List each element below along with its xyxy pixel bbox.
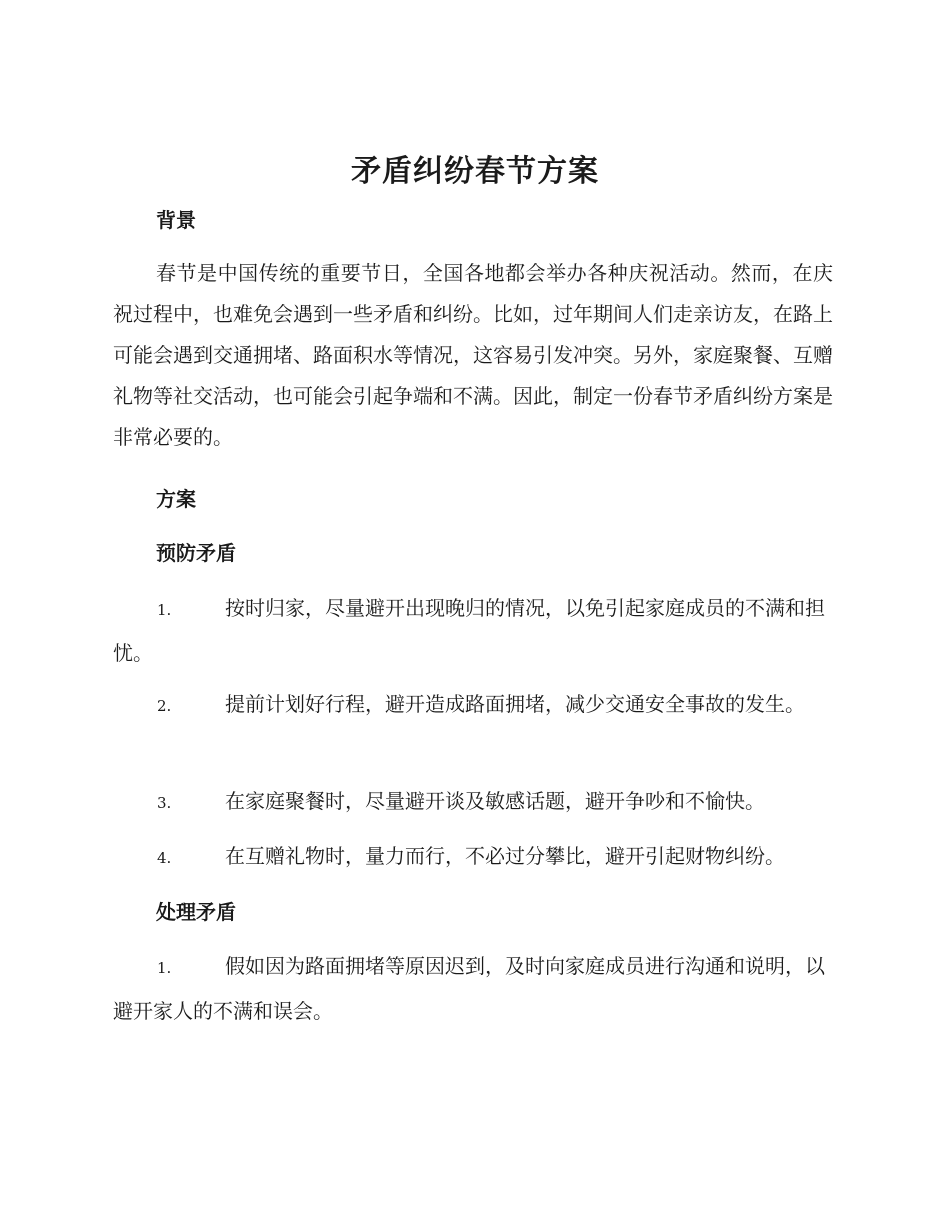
section-heading-handle: 处理矛盾 (156, 900, 236, 924)
list-item (113, 683, 833, 728)
list-item (113, 780, 833, 825)
list-item-number: 1. (157, 959, 172, 977)
list-item-text: 假如因为路面拥堵等原因迟到，及时向家庭成员进行沟通和说明，以避开家人的不满和误会。 (113, 954, 825, 1023)
background-paragraph: 春节是中国传统的重要节日，全国各地都会举办各种庆祝活动。然而，在庆祝过程中，也难免会遇到一些矛盾和纠纷。比如，过年期间人们走亲访友，在路上可能会遇到交通拥堵、路面积水等情况，这容易引发冲突。另外，家庭聚餐、互赠礼物等社交活动，也可能会引起争端和不满。因此，制定一份春节矛盾纠纷方案是非常必要的。 (113, 261, 833, 449)
list-item-text: 在互赠礼物时，量力而行，不必过分攀比，避开引起财物纠纷。 (225, 844, 785, 868)
list-item-text: 提前计划好行程，避开造成路面拥堵，减少交通安全事故的发生。 (225, 692, 805, 716)
list-item-number: 1. (157, 601, 172, 619)
section-heading-background: 背景 (156, 208, 196, 232)
document-title: 矛盾纠纷春节方案 (351, 154, 599, 189)
list-item-number: 2. (157, 697, 172, 715)
list-item-text: 在家庭聚餐时，尽量避开谈及敏感话题，避开争吵和不愉快。 (225, 789, 765, 813)
section-heading-prevent: 预防矛盾 (156, 541, 236, 565)
list-item (113, 945, 833, 1033)
list-item (113, 587, 833, 675)
list-item-text: 按时归家，尽量避开出现晚归的情况，以免引起家庭成员的不满和担忧。 (113, 596, 825, 665)
list-item-number: 4. (157, 849, 172, 867)
list-item-number: 3. (157, 794, 172, 812)
section-heading-plan: 方案 (156, 487, 196, 511)
list-item (113, 835, 833, 880)
